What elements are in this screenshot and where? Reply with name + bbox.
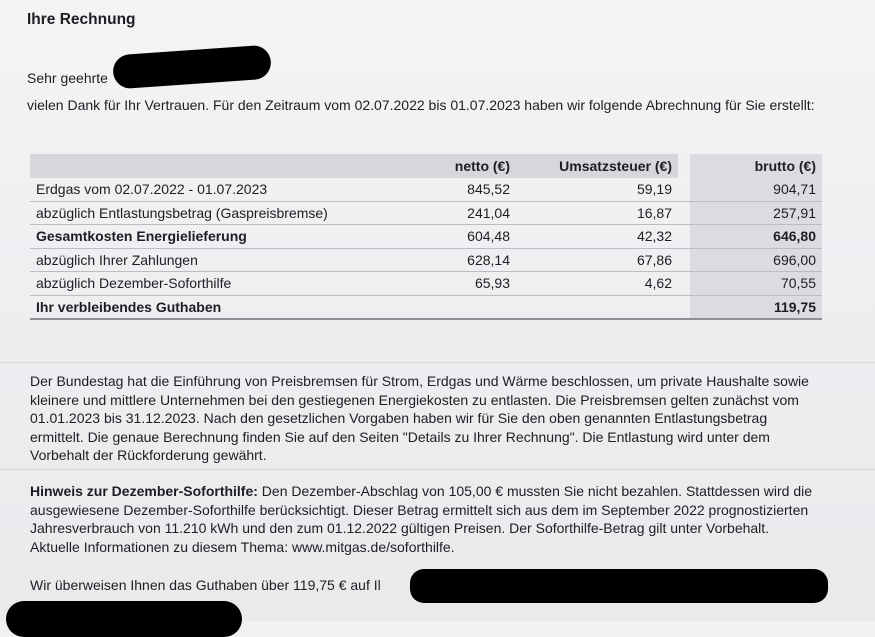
header-brutto: brutto (€) xyxy=(690,154,822,178)
paper-fold-line xyxy=(0,362,875,363)
table-row xyxy=(30,248,822,272)
salutation: Sehr geehrte xyxy=(27,70,108,86)
row-umsatzsteuer: 59,19 xyxy=(516,178,678,201)
row-netto: 845,52 xyxy=(404,178,516,201)
row-brutto: 70,55 xyxy=(690,272,822,296)
row-netto: 241,04 xyxy=(404,201,516,225)
table-row xyxy=(30,272,822,296)
closing-text: Wir überweisen Ihnen das Guthaben über 119,75 € auf Il xyxy=(30,577,381,593)
row-label: Erdgas vom 02.07.2022 - 01.07.2023 xyxy=(30,178,404,201)
row-netto: 65,93 xyxy=(404,272,516,296)
redaction-name xyxy=(112,45,272,90)
row-netto xyxy=(404,295,516,319)
row-umsatzsteuer: 4,62 xyxy=(516,272,678,296)
intro-text: vielen Dank für Ihr Vertrauen. Für den Zeitraum vom 02.07.2022 bis 01.07.2023 haben wir folgende Abrechnung für Sie erstellt: xyxy=(27,97,815,113)
row-label: abzüglich Dezember-Soforthilfe xyxy=(30,272,404,296)
header-umsatzsteuer: Umsatzsteuer (€) xyxy=(516,154,678,178)
row-brutto: 646,80 xyxy=(690,225,822,249)
paragraph-preisbremse: Der Bundestag hat die Einführung von Preisbremsen für Strom, Erdgas und Wärme beschlossen, um private Haushalte sowie kleinere und mittlere Unternehmen bei den gestiegenen Energiekosten zu entlasten. Die Preisbremsen gelten zunächst vom 01.01.2023 bis 31.12.2023. Nach den gesetzlichen Vorgaben haben wir für Sie den oben genannten Entlastungsbetrag ermittelt. Die genaue Berechnung finden Sie auf den Seiten "Details zu Ihrer Rechnung". Die Entlastung wird unter dem Vorbehalt der Rückforderung gewährt. xyxy=(30,373,809,464)
row-netto: 628,14 xyxy=(404,248,516,272)
row-brutto: 257,91 xyxy=(690,201,822,225)
row-gap xyxy=(678,201,690,225)
row-brutto: 904,71 xyxy=(690,178,822,201)
row-umsatzsteuer xyxy=(516,295,678,319)
row-label: Ihr verbleibendes Guthaben xyxy=(30,295,404,319)
table-header-row xyxy=(30,154,822,178)
row-gap xyxy=(678,225,690,249)
header-netto: netto (€) xyxy=(404,154,516,178)
row-label: abzüglich Ihrer Zahlungen xyxy=(30,248,404,272)
invoice-table xyxy=(30,154,822,320)
soforthilfe-text: Den Dezember-Abschlag von 105,00 € mussten Sie nicht bezahlen. Stattdessen wird die ausgewiesene Dezember-Soforthilfe berücksichtigt. Dieser Betrag ermittelt sich aus dem im September 2022 prognostizierten Jahresverbrauch von 11.210 kWh und den zum 01.12.2022 gültigen Preisen. Der Soforthilfe-Betrag gilt unter Vorbehalt. Aktuelle Informationen zu diesem Thema: www.mitgas.de/soforthilfe. xyxy=(30,483,813,555)
table-row xyxy=(30,201,822,225)
row-umsatzsteuer: 67,86 xyxy=(516,248,678,272)
row-gap xyxy=(678,272,690,296)
row-umsatzsteuer: 16,87 xyxy=(516,201,678,225)
soforthilfe-title: Hinweis zur Dezember-Soforthilfe: xyxy=(30,483,258,499)
paper-fold-line xyxy=(0,469,875,470)
row-label: Gesamtkosten Energielieferung xyxy=(30,225,404,249)
redaction-signature xyxy=(6,601,242,637)
row-brutto: 119,75 xyxy=(690,295,822,319)
table-row-balance xyxy=(30,295,822,319)
row-netto: 604,48 xyxy=(404,225,516,249)
row-gap xyxy=(678,178,690,201)
row-brutto: 696,00 xyxy=(690,248,822,272)
table-row xyxy=(30,178,822,201)
header-gap xyxy=(678,154,690,178)
redaction-account xyxy=(410,569,828,603)
row-label: abzüglich Entlastungsbetrag (Gaspreisbremse) xyxy=(30,201,404,225)
row-gap xyxy=(678,248,690,272)
table-row-total-costs xyxy=(30,225,822,249)
paragraph-soforthilfe xyxy=(30,482,820,556)
row-gap xyxy=(678,295,690,319)
row-umsatzsteuer: 42,32 xyxy=(516,225,678,249)
page-title: Ihre Rechnung xyxy=(27,11,136,28)
header-label xyxy=(30,154,404,178)
